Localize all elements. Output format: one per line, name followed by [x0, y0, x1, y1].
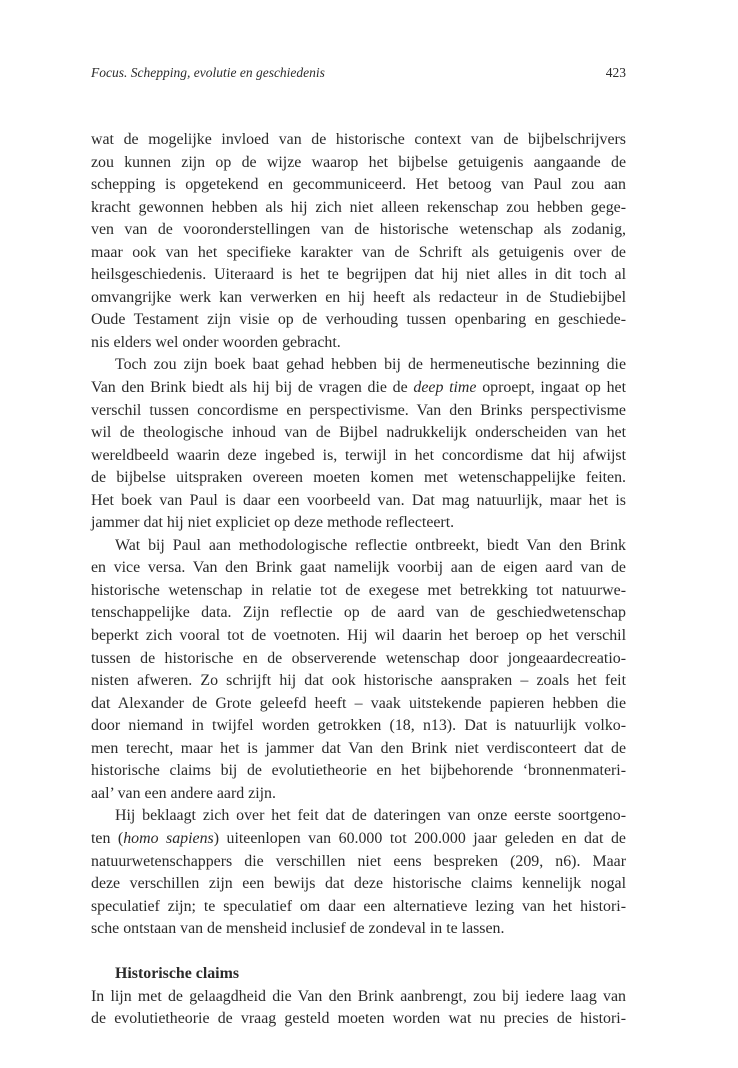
paragraph-2: [91, 354, 626, 534]
body-text: [91, 129, 626, 1031]
text-line: beperkt zich vooral tot de voetnoten. Hij wil daarin het beroep op het verschil: [91, 627, 626, 645]
paragraph-1: [91, 129, 626, 354]
text-line: ven van de vooronderstellingen van de historische wetenschap als zodanig,: [91, 221, 626, 239]
text-line: wil de theologische inhoud van de Bijbel nadrukkelijk onderscheiden van het: [91, 424, 626, 442]
text-span: oproept, ingaat op het: [476, 379, 626, 397]
section-spacer: [91, 941, 626, 964]
text-line: wereldbeeld waarin deze ingebed is, terwijl in het concordisme dat hij afwijst: [91, 446, 626, 464]
text-line: nis elders wel onder woorden gebracht.: [91, 333, 341, 351]
text-line: Het boek van Paul is daar een voorbeeld van. Dat mag natuurlijk, maar het is: [91, 491, 626, 509]
text-line: sche ontstaan van de mensheid inclusief de zondeval in te lassen.: [91, 920, 505, 938]
paragraph-3: [91, 535, 626, 806]
text-span: ten (: [91, 829, 124, 847]
running-title: Focus. Schepping, evolutie en geschiedenis: [91, 65, 325, 80]
page-number: 423: [605, 65, 626, 80]
text-line: jammer dat hij niet expliciet op deze methode reflecteert.: [91, 514, 455, 532]
text-line: Wat bij Paul aan methodologische reflectie ontbreekt, biedt Van den Brink: [115, 536, 626, 554]
italic-term: homo sapiens: [123, 829, 214, 847]
text-line: dat Alexander de Grote geleefd heeft – vaak uitstekende papieren hebben die: [91, 694, 626, 712]
text-span: ) uiteenlopen van 60.000 tot 200.000 jaar geleden en dat de: [213, 829, 626, 847]
text-line: aal’ van een andere aard zijn.: [91, 784, 276, 802]
italic-term: deep time: [413, 379, 477, 397]
text-line: speculatief zijn; te speculatief om daar een alternatieve lezing van het histori-: [91, 897, 626, 915]
text-line: [91, 377, 626, 400]
text-line: tussen de historische en de observerende wetenschap door jongeaardecreatio-: [91, 649, 626, 667]
text-line: de evolutietheorie de vraag gesteld moeten worden wat nu precies de histori-: [91, 1010, 626, 1028]
text-line: heilsgeschiedenis. Uiteraard is het te begrijpen dat hij niet alles in dit toch al: [91, 266, 626, 284]
text-line: wat de mogelijke invloed van de historische context van de bijbelschrijvers: [91, 131, 626, 148]
text-line: maar ook van het specifieke karakter van de Schrift als getuigenis over de: [91, 243, 626, 261]
section-heading: Historische claims: [115, 965, 240, 983]
text-line: kracht gewonnen hebben als hij zich niet alleen rekenschap zou hebben gege-: [91, 198, 626, 216]
text-span: Van den Brink biedt als hij bij de vragen die de: [91, 379, 414, 397]
text-line: verschil tussen concordisme en perspectivisme. Van den Brinks perspectivisme: [91, 401, 626, 419]
text-line: schepping is opgetekend en gecommuniceerd. Het betoog van Paul zou aan: [91, 176, 626, 194]
text-line: historische wetenschap in relatie tot de exegese met betrekking tot natuurwe-: [91, 581, 626, 599]
paragraph-5: [91, 986, 626, 1031]
text-line: men terecht, maar het is jammer dat Van den Brink niet verdisconteert dat de: [91, 739, 626, 757]
text-line: tenschappelijke data. Zijn reflectie op de aard van de geschiedwetenschap: [91, 604, 626, 622]
text-line: Oude Testament zijn visie op de verhouding tussen openbaring en geschiede-: [91, 311, 626, 329]
text-line: In lijn met de gelaagdheid die Van den Brink aanbrengt, zou bij iedere laag van: [91, 987, 626, 1005]
paragraph-4: [91, 805, 626, 940]
text-line: Toch zou zijn boek baat gehad hebben bij de hermeneutische bezinning die: [115, 356, 626, 374]
text-line: zou kunnen zijn op de wijze waarop het bijbelse getuigenis aangaande de: [91, 153, 626, 171]
text-line: de bijbelse uitspraken overeen moeten komen met wetenschappelijke feiten.: [91, 469, 626, 487]
text-line: en vice versa. Van den Brink gaat namelijk voorbij aan de eigen aard van de: [91, 559, 626, 577]
text-line: omvangrijke werk kan verwerken en hij heeft als redacteur in de Studiebijbel: [91, 288, 626, 306]
text-line: door niemand in twijfel worden getrokken (18, n13). Dat is natuurlijk volko-: [91, 717, 626, 735]
text-line: nisten afweren. Zo schrijft hij dat ook historische aanspraken – zoals het feit: [91, 672, 626, 690]
text-line: Hij beklaagt zich over het feit dat de dateringen van onze eerste soortgeno-: [115, 807, 626, 825]
text-line: [91, 828, 626, 851]
text-line: deze verschillen zijn een bewijs dat deze historische claims kennelijk nogal: [91, 875, 626, 893]
text-line: natuurwetenschappers die verschillen niet eens bespreken (209, n6). Maar: [91, 852, 626, 870]
text-line: historische claims bij de evolutietheorie en het bijbehorende ‘bronnenmateri-: [91, 762, 626, 780]
